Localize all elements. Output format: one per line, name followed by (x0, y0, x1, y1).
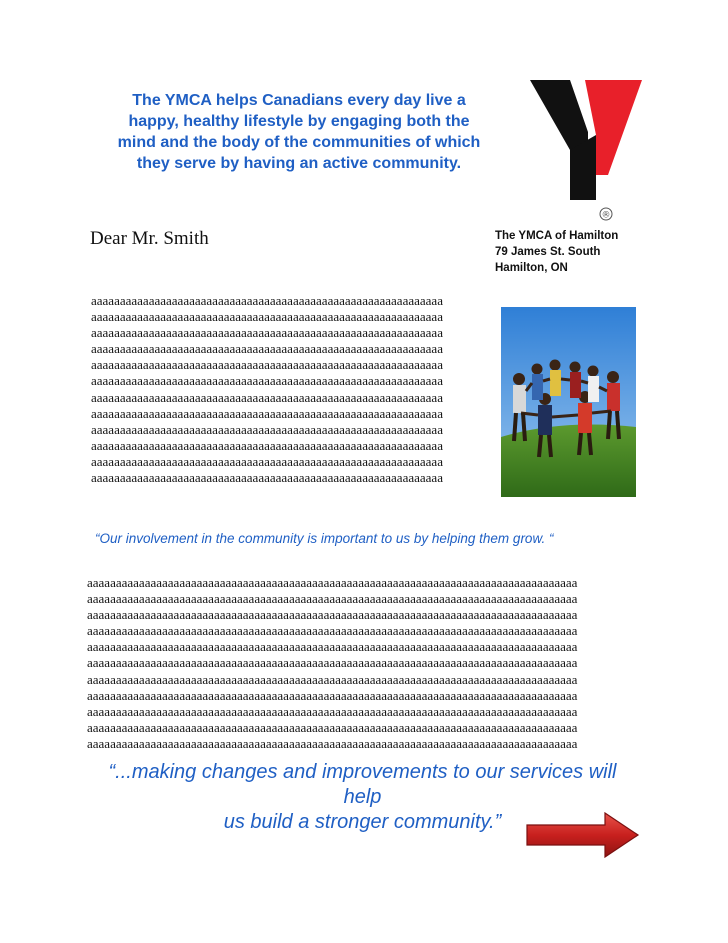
body-line: aaaaaaaaaaaaaaaaaaaaaaaaaaaaaaaaaaaaaaaaaaaaaaaaaaaaaaaaaaaaaaaaaaaaaaaaaaaaaaaaaaaaa (87, 607, 578, 623)
pull-quote-1: “Our involvement in the community is important to us by helping them grow. “ (95, 531, 554, 546)
body-line: aaaaaaaaaaaaaaaaaaaaaaaaaaaaaaaaaaaaaaaaaaaaaaaaaaaaaaaaaaaaaaaaaaaaaaaaaaaaaaaaaaaaa (87, 639, 578, 655)
body-line: aaaaaaaaaaaaaaaaaaaaaaaaaaaaaaaaaaaaaaaaaaaaaaaaaaaaaaaaaaaaa (91, 373, 443, 389)
quote-line: us build a stronger community.” (223, 811, 502, 833)
body-line: aaaaaaaaaaaaaaaaaaaaaaaaaaaaaaaaaaaaaaaaaaaaaaaaaaaaaaaaaaaaa (91, 421, 443, 437)
ymca-logo (530, 80, 642, 222)
body-line: aaaaaaaaaaaaaaaaaaaaaaaaaaaaaaaaaaaaaaaaaaaaaaaaaaaaaaaaaaaaa (91, 309, 443, 325)
body-line: aaaaaaaaaaaaaaaaaaaaaaaaaaaaaaaaaaaaaaaaaaaaaaaaaaaaaaaaaaaaa (91, 357, 443, 373)
body-line: aaaaaaaaaaaaaaaaaaaaaaaaaaaaaaaaaaaaaaaaaaaaaaaaaaaaaaaaaaaaa (91, 293, 443, 308)
body-line: aaaaaaaaaaaaaaaaaaaaaaaaaaaaaaaaaaaaaaaaaaaaaaaaaaaaaaaaaaaaaaaaaaaaaaaaaaaaaaaaaaaaa (87, 719, 578, 735)
address-line: The YMCA of Hamilton (495, 230, 619, 242)
headline-line: happy, healthy lifestyle by engaging both the (128, 113, 470, 130)
salutation: Dear Mr. Smith (90, 228, 209, 249)
address-line: 79 James St. South (495, 246, 601, 258)
body-line: aaaaaaaaaaaaaaaaaaaaaaaaaaaaaaaaaaaaaaaaaaaaaaaaaaaaaaaaaaaaaaaaaaaaaaaaaaaaaaaaaaaaa (87, 623, 578, 639)
body-line: aaaaaaaaaaaaaaaaaaaaaaaaaaaaaaaaaaaaaaaaaaaaaaaaaaaaaaaaaaaaaaaaaaaaaaaaaaaaaaaaaaaaa (87, 671, 578, 687)
body-line: aaaaaaaaaaaaaaaaaaaaaaaaaaaaaaaaaaaaaaaaaaaaaaaaaaaaaaaaaaaaaaaaaaaaaaaaaaaaaaaaaaaaa (87, 687, 578, 703)
headline-line: they serve by having an active community. (136, 155, 462, 172)
body-line: aaaaaaaaaaaaaaaaaaaaaaaaaaaaaaaaaaaaaaaaaaaaaaaaaaaaaaaaaaaaaaaaaaaaaaaaaaaaaaaaaaaaa (87, 735, 578, 751)
children-photo (501, 307, 636, 497)
body-line: aaaaaaaaaaaaaaaaaaaaaaaaaaaaaaaaaaaaaaaaaaaaaaaaaaaaaaaaaaaaa (91, 325, 443, 341)
body-line: aaaaaaaaaaaaaaaaaaaaaaaaaaaaaaaaaaaaaaaaaaaaaaaaaaaaaaaaaaaaaaaaaaaaaaaaaaaaaaaaaaaaa (87, 575, 578, 590)
quote-line: “...making changes and improvements to our services will help (108, 761, 617, 808)
body-line: aaaaaaaaaaaaaaaaaaaaaaaaaaaaaaaaaaaaaaaaaaaaaaaaaaaaaaaaaaaaa (91, 437, 443, 453)
address-line: Hamilton, ON (495, 262, 568, 274)
body-line: aaaaaaaaaaaaaaaaaaaaaaaaaaaaaaaaaaaaaaaaaaaaaaaaaaaaaaaaaaaaaaaaaaaaaaaaaaaaaaaaaaaaa (87, 591, 578, 607)
body-line: aaaaaaaaaaaaaaaaaaaaaaaaaaaaaaaaaaaaaaaaaaaaaaaaaaaaaaaaaaaaa (91, 470, 443, 486)
right-arrow-icon[interactable] (525, 812, 640, 858)
body-line: aaaaaaaaaaaaaaaaaaaaaaaaaaaaaaaaaaaaaaaaaaaaaaaaaaaaaaaaaaaaa (91, 389, 443, 405)
headline-line: mind and the body of the communities of which (117, 134, 481, 151)
body-line: aaaaaaaaaaaaaaaaaaaaaaaaaaaaaaaaaaaaaaaaaaaaaaaaaaaaaaaaaaaaaaaaaaaaaaaaaaaaaaaaaaaaa (87, 703, 578, 719)
address-block (495, 228, 618, 276)
headline-line: The YMCA helps Canadians every day live a (132, 92, 466, 109)
body-line: aaaaaaaaaaaaaaaaaaaaaaaaaaaaaaaaaaaaaaaaaaaaaaaaaaaaaaaaaaaaaaaaaaaaaaaaaaaaaaaaaaaaa (87, 655, 578, 671)
body-line: aaaaaaaaaaaaaaaaaaaaaaaaaaaaaaaaaaaaaaaaaaaaaaaaaaaaaaaaaaaaa (91, 341, 443, 357)
headline (90, 90, 508, 174)
body-line: aaaaaaaaaaaaaaaaaaaaaaaaaaaaaaaaaaaaaaaaaaaaaaaaaaaaaaaaaaaaa (91, 405, 443, 421)
body-line: aaaaaaaaaaaaaaaaaaaaaaaaaaaaaaaaaaaaaaaaaaaaaaaaaaaaaaaaaaaaa (91, 453, 443, 469)
body-paragraph-2 (87, 575, 639, 752)
body-paragraph-1 (91, 293, 491, 486)
registered-mark-text: ® (601, 210, 611, 221)
